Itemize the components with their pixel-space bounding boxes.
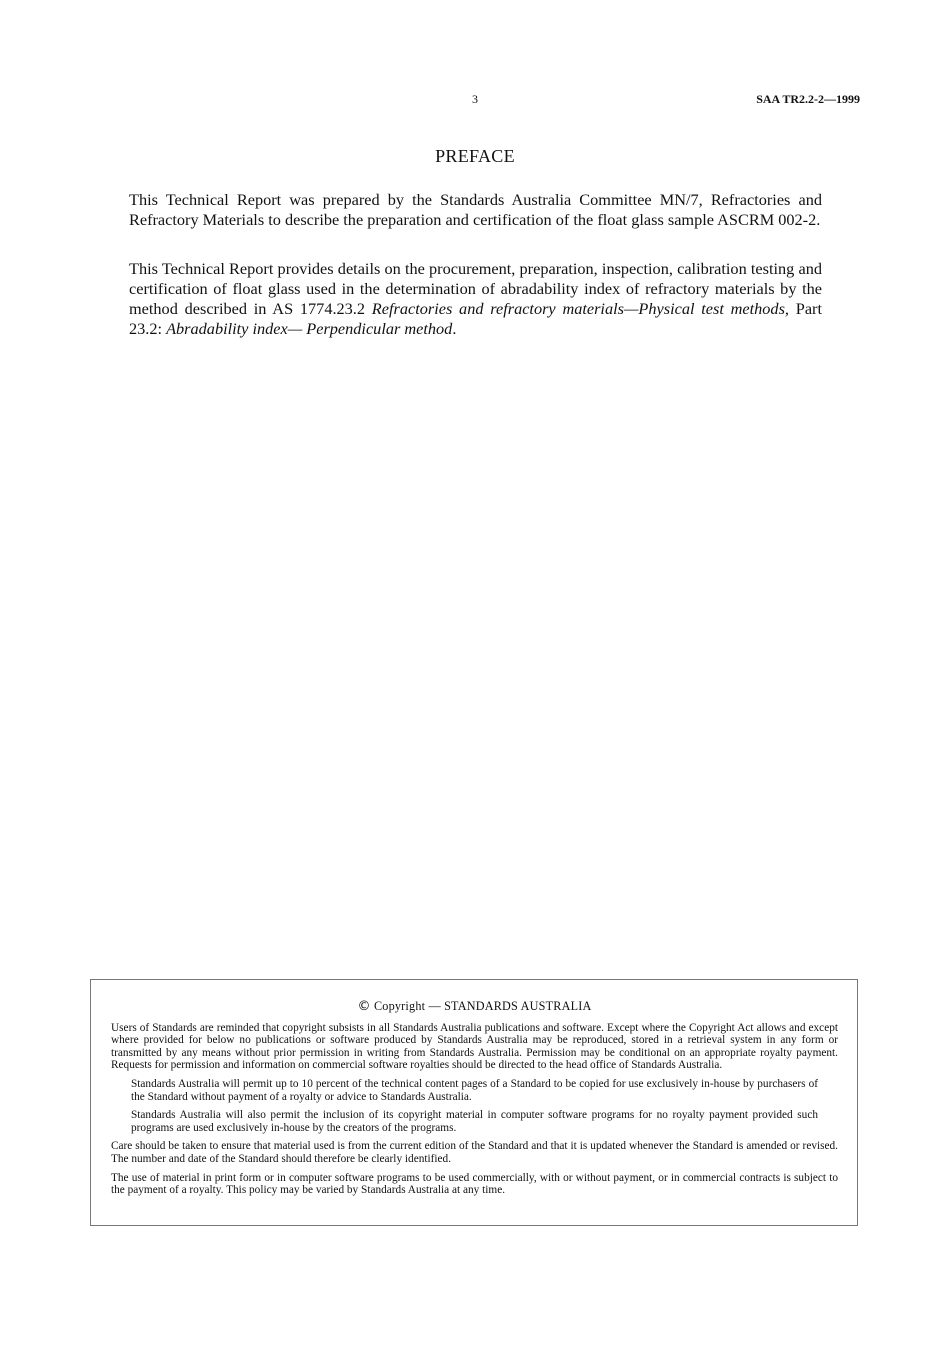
standard-title-italic: Refractories and refractory materials—Physical test methods [371,299,785,318]
copyright-heading-text: Copyright — STANDARDS AUSTRALIA [370,999,592,1013]
preface-title: PREFACE [435,146,515,166]
copyright-paragraph-3: Standards Australia will also permit the inclusion of its copyright material in computer software programs for no royalty payment provided such programs are used exclusively in-house by the creators of the programs. [131,1109,818,1134]
page-number: 3 [472,92,478,106]
paragraph-2-intro: This Technical Report provides details on the procurement, preparation, inspection, calibration testing and certification of float glass used in the determination of abradability index of refractory materials by the method described in AS 1774.23.2 [129,259,822,318]
preface-paragraph-2 [129,259,822,339]
document-id: SAA TR2.2-2—1999 [756,92,860,106]
copyright-notice-box [90,979,858,1226]
paragraph-2-end: . [452,319,457,338]
copyright-paragraph-5: The use of material in print form or in computer software programs to be used commercially, with or without payment, or in commercial contracts is subject to the payment of a royalty. This policy may be varied by Standards Australia at any time. [111,1171,838,1197]
copyright-heading [111,1000,838,1014]
copyright-paragraph-1: Users of Standards are reminded that copyright subsists in all Standards Australia publications and software. Except where the Copyright Act allows and except where provided for below no publications or software produced by Standards Australia may be reproduced, stored in a retrieval system in any form or transmitted by any means without prior permission in writing from Standards Australia. Permission may be conditional on an appropriate royalty payment. Requests for permission and information on commercial software royalties should be directed to the head office of Standards Australia. [111,1021,838,1072]
part-title-italic: Abradability index— Perpendicular method [166,319,453,338]
paragraph-2-part: , Part 23.2: [129,299,822,338]
preface-paragraph-1: This Technical Report was prepared by the Standards Australia Committee MN/7, Refractories and Refractory Materials to describe the preparation and certification of the float glass sample ASCRM 002-2. [129,190,822,229]
copyright-paragraph-2: Standards Australia will permit up to 10 percent of the technical content pages of a Standard to be copied for use exclusively in-house by purchasers of the Standard without payment of a royalty or advice to Standards Australia. [131,1077,818,1103]
copyright-paragraph-4: Care should be taken to ensure that material used is from the current edition of the Standard and that it is updated whenever the Standard is amended or revised. The number and date of the Standard should therefore be clearly identified. [111,1140,838,1165]
copyright-symbol-icon: © [357,999,371,1014]
